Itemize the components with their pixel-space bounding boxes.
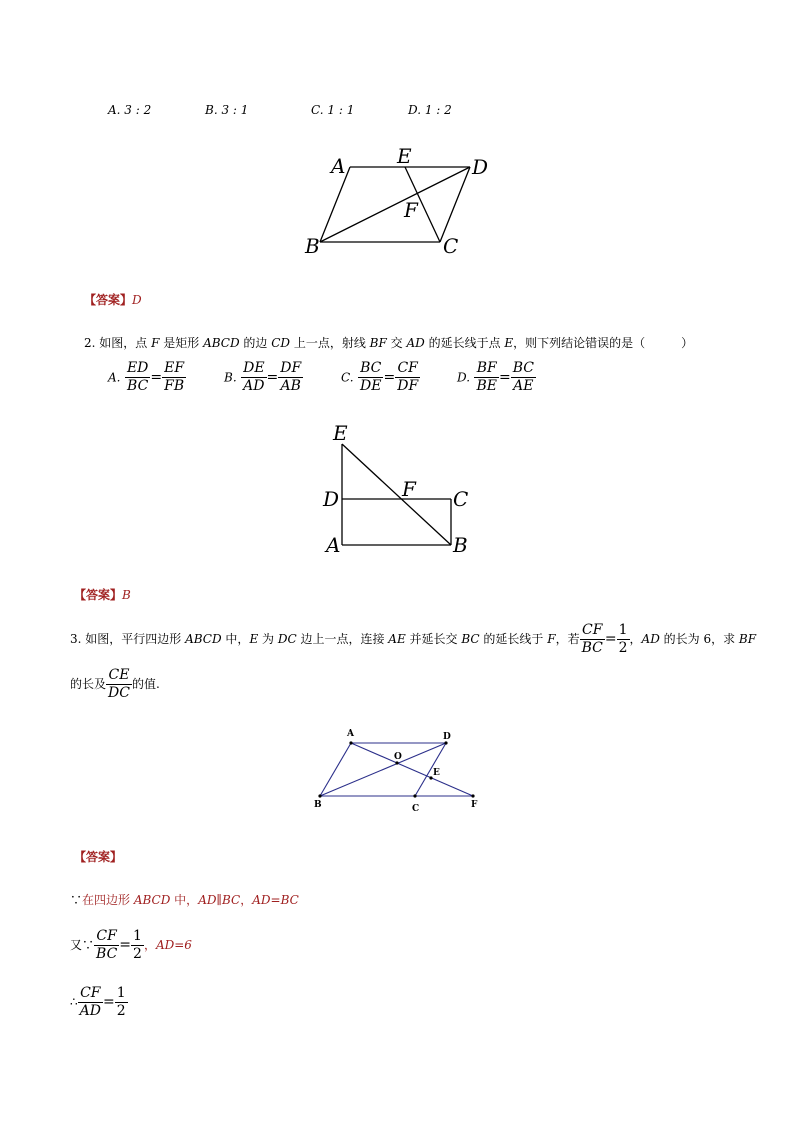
q1-option-b: B. 3 : 1 (205, 103, 249, 117)
q1-option-d: D. 1 : 2 (408, 103, 452, 117)
q2-option-b: B. $\frac{DE}{AD}$ = $\frac{DF}{AB}$ (224, 360, 302, 394)
q2-label-b: B (453, 533, 468, 557)
q1-option-a: A. 3 : 2 (108, 103, 152, 117)
q1-label-b: B (305, 234, 320, 258)
q2-label-c: C (453, 487, 469, 511)
q1-label-c: C (443, 234, 459, 258)
q2-answer: 【答案】B (74, 588, 131, 602)
q1-parallelogram-figure (300, 145, 500, 260)
q3-stem-line1: 3. 如图，平行四边形 ABCD 中，E 为 DC 边上一点，连接 AE 并延长交 BC 的延长线于 F，若 $\frac{CF}{BC}$ = $\frac{1}{2}$ ，AD 的长为 6，求 BF (70, 622, 757, 656)
q3-label-o: O (394, 752, 402, 762)
q1-option-c: C. 1 : 1 (311, 103, 355, 117)
q1-label-e: E (397, 145, 412, 168)
q2-option-c: C. $\frac{BC}{DE}$ = $\frac{CF}{DF}$ (341, 360, 419, 394)
q3-parallelogram-figure (305, 725, 495, 817)
q2-option-d: D. $\frac{BF}{BE}$ = $\frac{BC}{AE}$ (457, 360, 534, 394)
q2-label-d: D (323, 487, 340, 511)
q3-label-f: F (471, 800, 478, 810)
q2-label-f: F (402, 477, 416, 501)
q2-rectangle-figure (320, 422, 480, 557)
q3-stem-line2: 的长及 $\frac{CE}{DC}$ 的值. (70, 667, 160, 701)
q1-label-d: D (472, 155, 489, 179)
q1-answer: 【答案】D (84, 293, 142, 307)
q2-label-e: E (333, 422, 348, 445)
q1-label-f: F (404, 198, 418, 222)
q3-label-b: B (314, 800, 322, 810)
q3-label-e: E (433, 768, 440, 778)
q1-label-a: A (331, 154, 346, 178)
q3-answer-tag: 【答案】 (74, 850, 123, 864)
solution-line3: ∴ $\frac{CF}{AD}$ = $\frac{1}{2}$ (70, 985, 126, 1019)
q2-option-a: A. $\frac{ED}{BC}$ = $\frac{EF}{FB}$ (108, 360, 185, 394)
q3-label-c: C (412, 804, 420, 814)
solution-line1: ∵在四边形 ABCD 中，AD∥BC，AD=BC (70, 893, 299, 907)
q2-label-a: A (326, 533, 341, 557)
solution-line2: 又∵ $\frac{CF}{BC}$ = $\frac{1}{2}$ ，AD=6 (70, 928, 192, 962)
q3-label-d: D (443, 732, 451, 742)
q2-stem: 2. 如图，点 F 是矩形 ABCD 的边 CD 上一点，射线 BF 交 AD 的延长线于点 E，则下列结论错误的是（ ） (84, 336, 694, 350)
q3-label-a: A (347, 729, 354, 739)
